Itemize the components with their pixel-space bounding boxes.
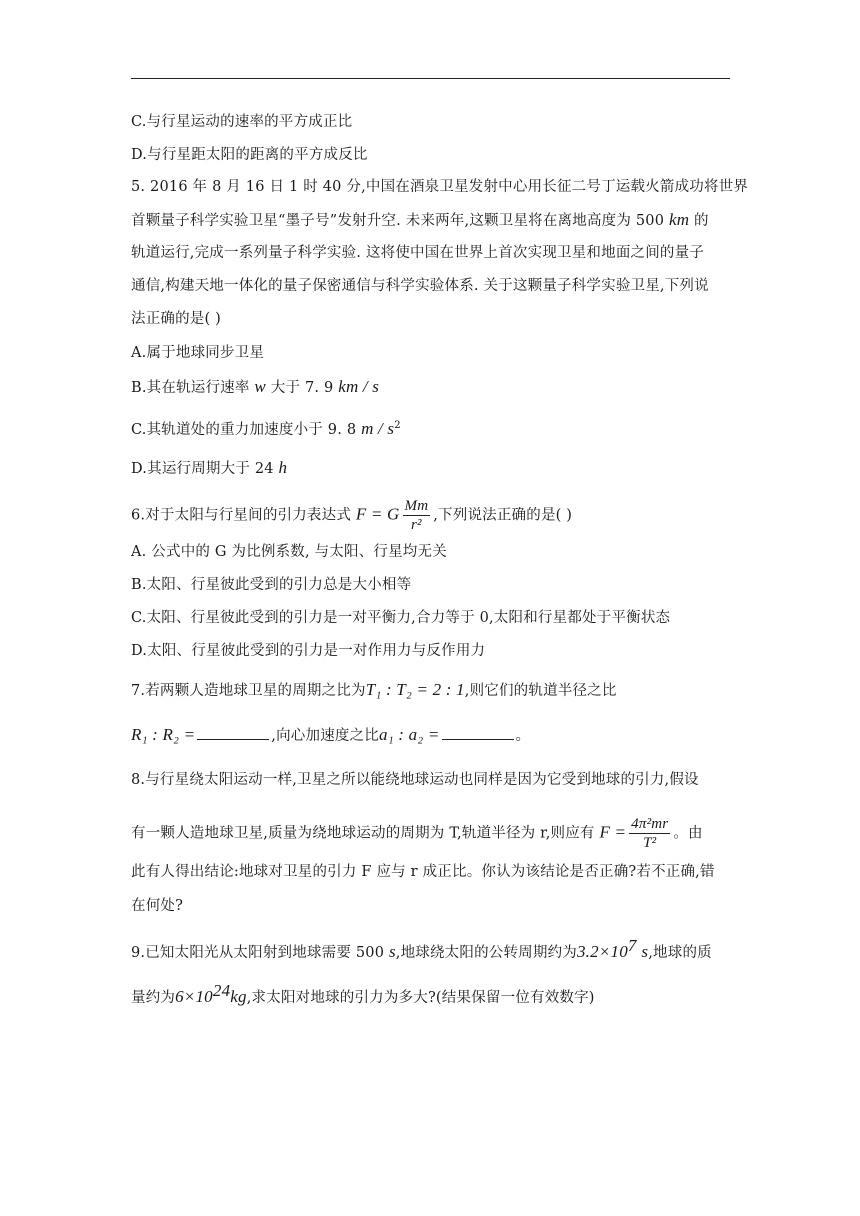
q6-fraction: $\frac{Mm}{\text{r²}}$	[404, 498, 429, 533]
q6-option-c: C.太阳、行星彼此受到的引力是一对平衡力,合力等于 0,太阳和行星都处于平衡状态	[131, 610, 671, 626]
q5-option-b: B.其在轨运行速率 w 大于 7. 9 km / s	[131, 377, 380, 396]
q7-blank-radius[interactable]	[197, 725, 269, 740]
q8-line4: 在何处?	[131, 898, 184, 914]
q5-option-c: C.其轨道处的重力加速度小于 9. 8 m / $s^2$	[131, 419, 401, 438]
q6-option-a: A. 公式中的 G 为比例系数, 与太阳、行星均无关	[131, 544, 447, 560]
q5-option-a: A.属于地球同步卫星	[131, 345, 265, 361]
header-rule	[131, 78, 730, 79]
q6-option-b: B.太阳、行星彼此受到的引力总是大小相等	[131, 577, 412, 593]
q5-stem-line2: 首颗量子科学实验卫星“墨子号”发射升空. 未来两年,这颗卫星将在离地高度为 500 km 的	[131, 210, 709, 229]
q9-line1: 9.已知太阳光从太阳射到地球需要 500 s,地球绕太阳的公转周期约为$3.2\times 10^7$ s,地球的质	[131, 936, 712, 961]
q4-option-d: D.与行星距太阳的距离的平方成反比	[131, 147, 368, 163]
q8-fraction: $\frac{\text{4π²mr}}{\text{T²}}$	[631, 816, 669, 851]
q8-line2: 有一颗人造地球卫星,质量为绕地球运动的周期为 T,轨道半径为 r,则应有 F = $\frac{\text{4π²mr}}{\text{T²}}$ 。由	[131, 816, 703, 851]
q7-stem: 7.若两颗人造地球卫星的周期之比为T₁ : T₂ = 2 : 1,则它们的轨道半径之比	[131, 680, 617, 699]
q5-stem-line4: 通信,构建天地一体化的量子保密通信与科学实验体系. 关于这颗量子科学实验卫星,下列说	[131, 278, 709, 294]
q8-line1: 8.与行星绕太阳运动一样,卫星之所以能绕地球运动也同样是因为它受到地球的引力,假设	[131, 772, 699, 788]
q6-option-d: D.太阳、行星彼此受到的引力是一对作用力与反作用力	[131, 643, 486, 659]
q7-blanks: R₁ : R₂ = ,向心加速度之比a₁ : a₂ = 。	[131, 725, 531, 744]
q5-stem-line3: 轨道运行,完成一系列量子科学实验. 这将使中国在世界上首次实现卫星和地面之间的量子	[131, 245, 705, 261]
q5-stem-line5: 法正确的是( )	[131, 311, 222, 327]
q5-option-d: D.其运行周期大于 24 h	[131, 458, 288, 477]
q5-stem-line1: 5. 2016 年 8 月 16 日 1 时 40 分,中国在酒泉卫星发射中心用长征二号丁运载火箭成功将世界	[131, 179, 749, 195]
q8-line3: 此有人得出结论:地球对卫星的引力 F 应与 r 成正比。你认为该结论是否正确?若不正确,错	[131, 864, 715, 880]
q4-option-c: C.与行星运动的速率的平方成正比	[131, 114, 353, 130]
q9-line2: 量约为$6\times 10^{24}kg$,求太阳对地球的引力为多大?(结果保留一位有效数字)	[131, 981, 595, 1006]
q6-stem: 6.对于太阳与行星间的引力表达式 F = G $\frac{Mm}{\text{r²}}$ ,下列说法正确的是( )	[131, 498, 573, 533]
q7-blank-acceleration[interactable]	[442, 725, 514, 740]
